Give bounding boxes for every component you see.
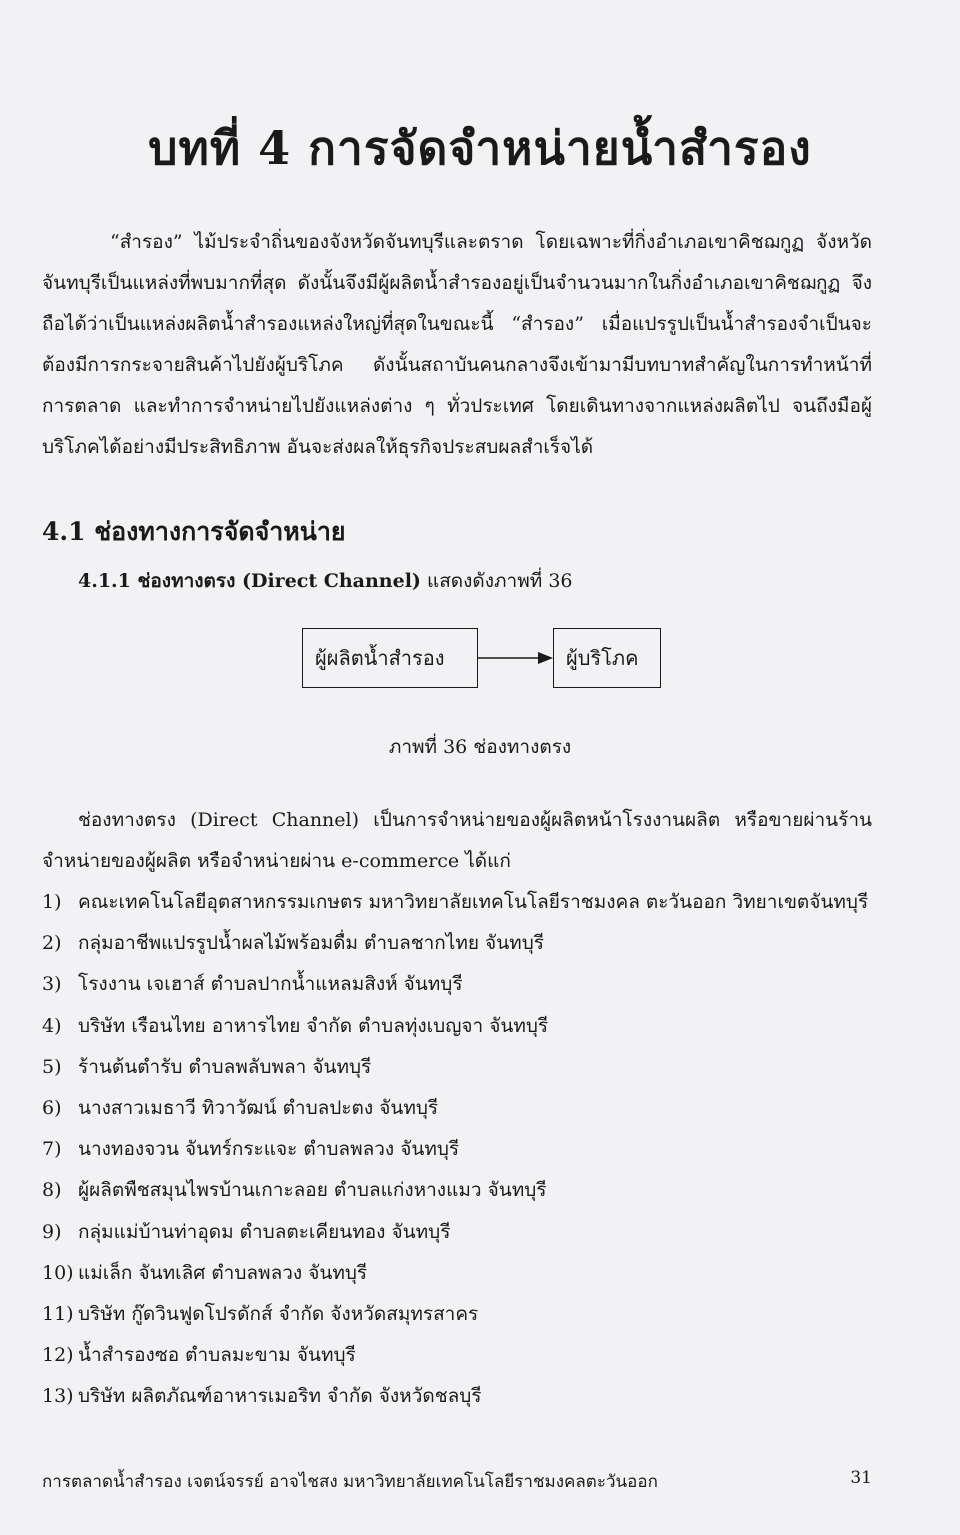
list-item-text: บริษัท กู๊ดวินฟูดโปรดักส์ จำกัด จังหวัดสมุทรสาคร — [78, 1303, 479, 1326]
list-item-text: กลุ่มอาชีพแปรรูปน้ำผลไม้พร้อมดื่ม ตำบลชากไทย จันทบุรี — [78, 932, 544, 955]
producer-list — [42, 882, 868, 1418]
list-item — [42, 1212, 868, 1253]
list-item-number: 3) — [42, 973, 62, 996]
body-paragraph: ช่องทางตรง (Direct Channel) เป็นการจำหน่ายของผู้ผลิตหน้าโรงงานผลิต หรือขายผ่านร้านจำหน่ายของผู้ผลิต หรือจำหน่ายผ่าน e-commerce ได้แก่ — [42, 809, 872, 872]
list-item-text: กลุ่มแม่บ้านท่าอุดม ตำบลตะเคียนทอง จันทบุรี — [78, 1220, 451, 1243]
list-item — [42, 1253, 868, 1294]
list-item-number: 11) — [42, 1303, 74, 1326]
list-item-text: บริษัท เรือนไทย อาหารไทย จำกัด ตำบลทุ่งเบญจา จันทบุรี — [78, 1014, 549, 1037]
list-item-number: 9) — [42, 1220, 62, 1243]
list-item-number: 2) — [42, 932, 62, 955]
list-item-text: นางสาวเมธาวี ทิวาวัฒน์ ตำบลปะตง จันทบุรี — [78, 1097, 439, 1120]
chapter-title: บทที่ 4 การจัดจำหน่ายน้ำสำรอง — [148, 121, 812, 175]
list-item — [42, 1376, 868, 1417]
figure-caption: ภาพที่ 36 ช่องทางตรง — [388, 736, 572, 758]
list-item-text: โรงงาน เจเฮาส์ ตำบลปากน้ำแหลมสิงห์ จันทบุรี — [78, 973, 463, 996]
producer-box: ผู้ผลิตน้ำสำรอง — [302, 628, 478, 688]
list-item-number: 10) — [42, 1261, 74, 1284]
list-item-text: ผู้ผลิตพืชสมุนไพรบ้านเกาะลอย ตำบลแก่งหางแมว จันทบุรี — [78, 1179, 547, 1202]
list-item-text: บริษัท ผลิตภัณฑ์อาหารเมอริท จำกัด จังหวัดชลบุรี — [78, 1385, 482, 1408]
list-item-number: 13) — [42, 1385, 74, 1408]
direct-channel-diagram — [0, 620, 960, 700]
list-item-text: คณะเทคโนโลยีอุตสาหกรรมเกษตร มหาวิทยาลัยเทคโนโลยีราชมงคล ตะวันออก วิทยาเขตจันทบุรี — [78, 891, 869, 913]
list-item-text: แม่เล็ก จันทเลิศ ตำบลพลวง จันทบุรี — [78, 1261, 368, 1284]
list-item-number: 5) — [42, 1055, 62, 1078]
list-item-number: 4) — [42, 1014, 62, 1037]
subsection-heading-rest: แสดงดังภาพที่ 36 — [420, 570, 573, 592]
list-item-text: ร้านต้นตำรับ ตำบลพลับพลา จันทบุรี — [78, 1055, 372, 1078]
list-item-number: 6) — [42, 1097, 62, 1120]
list-item — [42, 1335, 868, 1376]
list-item — [42, 1047, 868, 1088]
list-item — [42, 964, 868, 1005]
page-number: 31 — [850, 1468, 872, 1488]
list-item — [42, 1294, 868, 1335]
list-item — [42, 1129, 868, 1170]
footer-text: การตลาดน้ำสำรอง เจตน์จรรย์ อาจไชสง มหาวิทยาลัยเทคโนโลยีราชมงคลตะวันออก — [42, 1472, 658, 1492]
list-item-number: 1) — [42, 891, 62, 913]
list-item-text: นางทองจวน จันทร์กระแจะ ตำบลพลวง จันทบุรี — [78, 1138, 460, 1161]
list-item-text: น้ำสำรองซอ ตำบลมะขาม จันทบุรี — [78, 1344, 356, 1367]
list-item — [42, 1170, 868, 1211]
list-item-number: 12) — [42, 1344, 74, 1367]
list-item — [42, 923, 868, 964]
list-item-number: 8) — [42, 1179, 62, 1202]
arrow-right-icon — [478, 648, 554, 668]
list-item-number: 7) — [42, 1138, 62, 1161]
consumer-box: ผู้บริโภค — [553, 628, 661, 688]
intro-paragraph: “สำรอง” ไม้ประจำถิ่นของจังหวัดจันทบุรีและตราด โดยเฉพาะที่กิ่งอำเภอเขาคิชฌกูฏ จังหวัดจันทบุรีเป็นแหล่งที่พบมากที่สุด ดังนั้นจึงมีผู้ผลิตน้ำสำรองอยู่เป็นจำนวนมากในกิ่งอำเภอเขาคิชฌกูฏ จึงถือได้ว่าเป็นแหล่งผลิตน้ำสำรองแหล่งใหญ่ที่สุดในขณะนี้ “สำรอง” เมื่อแปรรูปเป็นน้ำสำรองจำเป็นจะต้องมีการกระจายสินค้าไปยังผู้บริโภค ดังนั้นสถาบันคนกลางจึงเข้ามามีบทบาทสำคัญในการทำหน้าที่การตลาด และทำการจำหน่ายไปยังแหล่งต่าง ๆ ทั่วประเทศ โดยเดินทางจากแหล่งผลิตไป จนถึงมือผู้บริโภคได้อย่างมีประสิทธิภาพ อันจะส่งผลให้ธุรกิจประสบผลสำเร็จได้ — [42, 231, 872, 458]
subsection-heading-bold: 4.1.1 ช่องทางตรง (Direct Channel) — [78, 570, 421, 592]
list-item — [42, 1006, 868, 1047]
list-item — [42, 1088, 868, 1129]
list-item — [42, 882, 868, 923]
section-heading: 4.1 ช่องทางการจัดจำหน่าย — [42, 517, 346, 546]
page-footer — [42, 1468, 872, 1495]
subsection-heading — [78, 566, 573, 596]
